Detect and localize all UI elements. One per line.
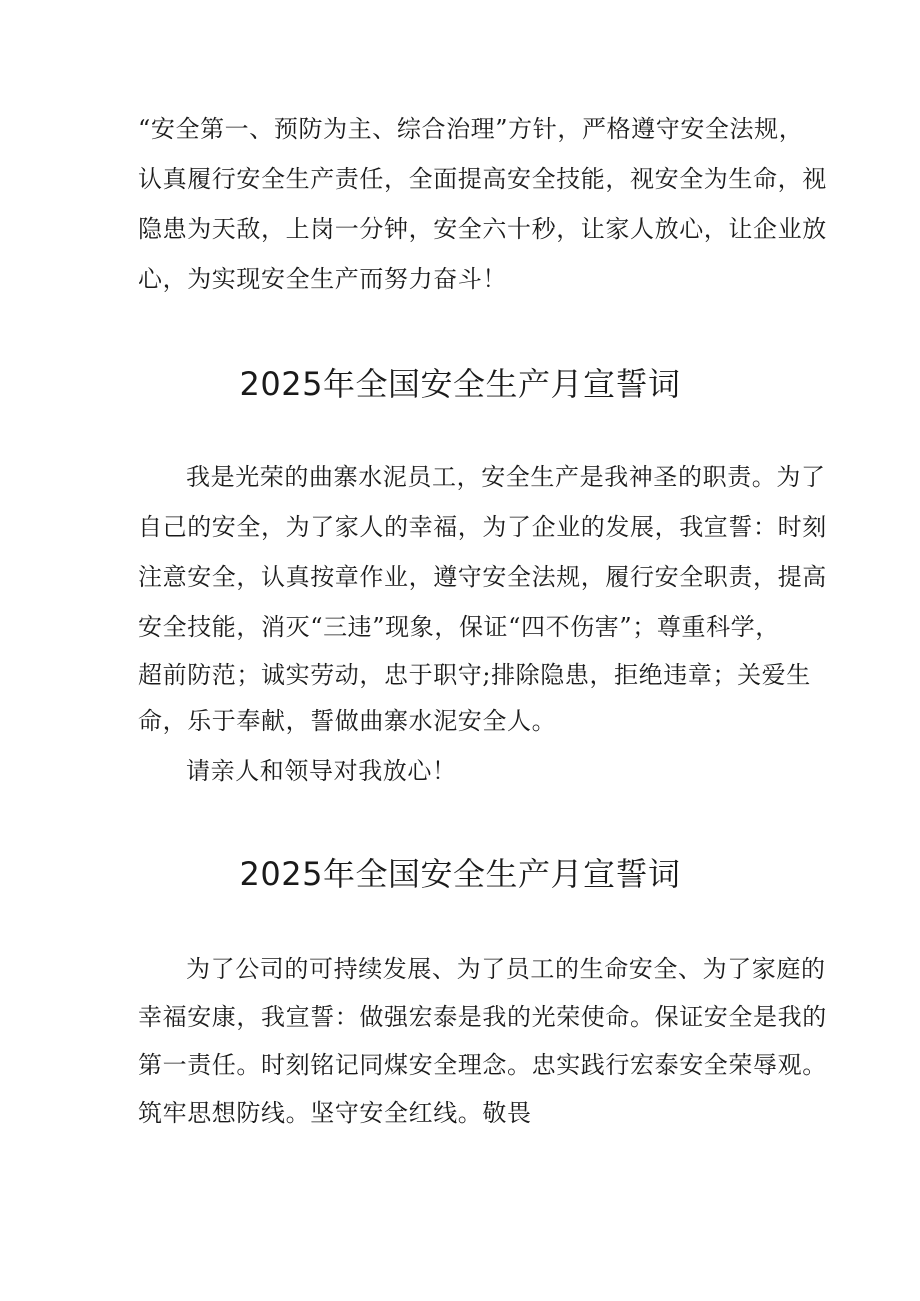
paragraph-line: 筑牢思想防线。坚守安全红线。敬畏: [138, 1099, 532, 1127]
paragraph-line: “安全第一、预防为主、综合治理”方针，严格遵守安全法规，: [138, 115, 804, 143]
paragraph-line: 幸福安康，我宣誓：做强宏泰是我的光荣使命。保证安全是我的: [138, 1003, 827, 1031]
paragraph-line: 隐患为天敌，上岗一分钟，安全六十秒，让家人放心，让企业放: [138, 215, 827, 243]
paragraph-line: 请亲人和领导对我放心！: [186, 757, 457, 785]
paragraph-line: 我是光荣的曲寨水泥员工，安全生产是我神圣的职责。为了: [186, 463, 826, 491]
paragraph-line: 超前防范；诚实劳动，忠于职守;排除隐患，拒绝违章；关爱生: [138, 661, 811, 689]
paragraph-line: 认真履行安全生产责任，全面提高安全技能，视安全为生命，视: [138, 165, 827, 193]
paragraph-line: 心，为实现安全生产而努力奋斗！: [138, 265, 507, 293]
section-heading: 2025年全国安全生产月宣誓词: [239, 365, 681, 403]
paragraph-line: 为了公司的可持续发展、为了员工的生命安全、为了家庭的: [186, 955, 826, 983]
paragraph-line: 注意安全，认真按章作业，遵守安全法规，履行安全职责，提高: [138, 563, 827, 591]
paragraph-line: 第一责任。时刻铭记同煤安全理念。忠实践行宏泰安全荣辱观。: [138, 1051, 827, 1079]
paragraph-line: 安全技能，消灭“三违”现象，保证“四不伤害”；尊重科学，: [138, 613, 780, 641]
paragraph-line: 自己的安全，为了家人的幸福，为了企业的发展，我宣誓：时刻: [138, 513, 827, 541]
paragraph-line: 命，乐于奉献，誓做曲寨水泥安全人。: [138, 707, 557, 735]
section-heading: 2025年全国安全生产月宣誓词: [239, 855, 681, 893]
